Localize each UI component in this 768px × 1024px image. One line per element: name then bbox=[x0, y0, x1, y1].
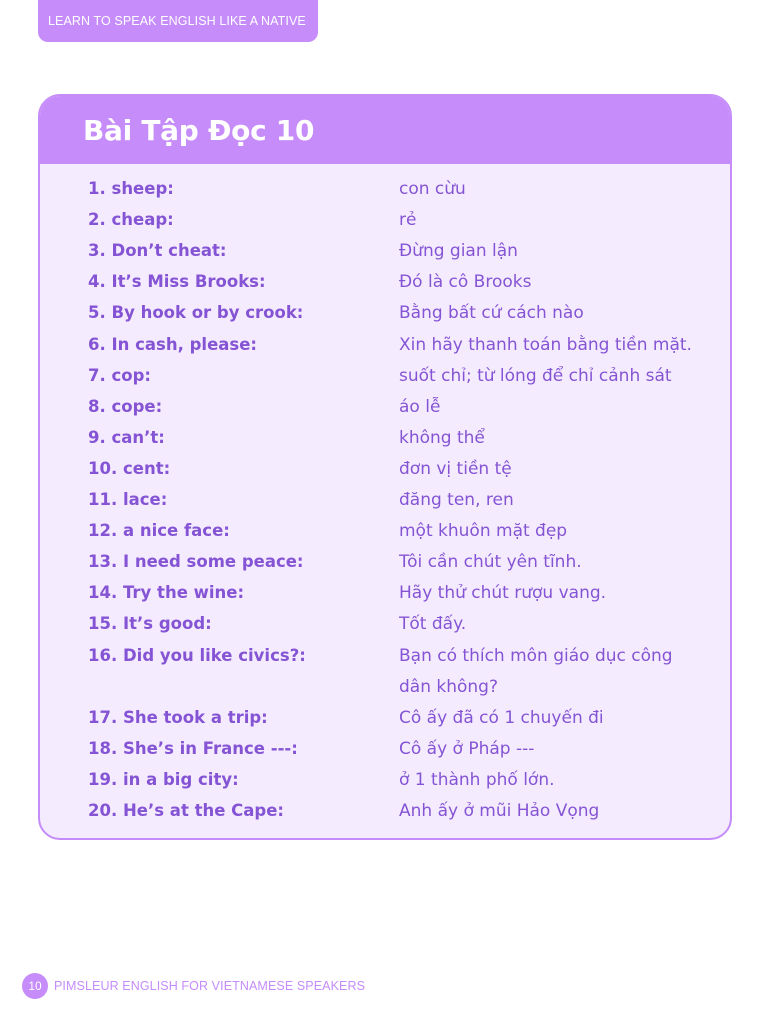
english-phrase: 5. By hook or by crook: bbox=[88, 303, 304, 323]
vietnamese-translation: Bạn có thích môn giáo dục công dân không? bbox=[399, 645, 673, 697]
english-phrase: 19. in a big city: bbox=[88, 769, 239, 789]
list-item bbox=[40, 488, 730, 519]
vietnamese-translation: không thể bbox=[399, 427, 485, 448]
vietnamese-translation: áo lễ bbox=[399, 396, 441, 417]
english-phrase: 3. Don’t cheat: bbox=[88, 241, 227, 261]
list-item bbox=[40, 395, 730, 426]
english-phrase: 13. I need some peace: bbox=[88, 552, 304, 572]
vietnamese-translation: đăng ten, ren bbox=[399, 490, 514, 510]
english-phrase: 20. He’s at the Cape: bbox=[88, 801, 284, 820]
card-title: Bài Tập Đọc 10 bbox=[83, 113, 315, 147]
vietnamese-translation: ở 1 thành phố lớn. bbox=[399, 769, 555, 790]
vietnamese-translation: Anh ấy ở mũi Hảo Vọng bbox=[399, 801, 600, 821]
vietnamese-translation: một khuôn mặt đẹp bbox=[399, 521, 568, 542]
english-phrase: 6. In cash, please: bbox=[88, 334, 258, 354]
page-number: 10 bbox=[22, 973, 48, 999]
vietnamese-translation: rẻ bbox=[399, 210, 417, 231]
english-phrase: 14. Try the wine: bbox=[88, 583, 245, 603]
vietnamese-translation: Đừng gian lận bbox=[399, 241, 518, 262]
list-item bbox=[40, 706, 730, 737]
list-item bbox=[40, 768, 730, 799]
list-item bbox=[40, 644, 730, 697]
english-phrase: 7. cop: bbox=[88, 365, 152, 385]
list-item bbox=[40, 426, 730, 457]
vietnamese-translation: Xin hãy thanh toán bằng tiền mặt. bbox=[399, 334, 692, 355]
list-item bbox=[40, 799, 730, 830]
vietnamese-translation: đơn vị tiền tệ bbox=[399, 458, 512, 479]
vietnamese-translation: suốt chỉ; từ lóng để chỉ cảnh sát bbox=[399, 365, 672, 386]
footer-text: PIMSLEUR ENGLISH FOR VIETNAMESE SPEAKERS bbox=[54, 979, 366, 993]
english-phrase: 18. She’s in France ---: bbox=[88, 738, 298, 758]
english-phrase: 1. sheep: bbox=[88, 179, 174, 198]
header-tab-label: LEARN TO SPEAK ENGLISH LIKE A NATIVE bbox=[48, 14, 306, 28]
english-phrase: 9. can’t: bbox=[88, 427, 165, 447]
english-phrase: 8. cope: bbox=[88, 396, 163, 416]
vietnamese-translation: Đó là cô Brooks bbox=[399, 272, 532, 293]
list-item bbox=[40, 208, 730, 239]
list-item bbox=[40, 550, 730, 581]
exercise-card bbox=[38, 94, 732, 840]
vietnamese-translation: Bằng bất cứ cách nào bbox=[399, 303, 584, 324]
english-phrase: 16. Did you like civics?: bbox=[88, 645, 306, 665]
card-header bbox=[40, 96, 730, 164]
list-item bbox=[40, 270, 730, 301]
vietnamese-translation: con cừu bbox=[399, 179, 466, 199]
header-tab bbox=[38, 0, 318, 42]
list-item bbox=[40, 737, 730, 768]
vietnamese-translation: Tôi cần chút yên tĩnh. bbox=[399, 552, 582, 573]
vietnamese-translation: Cô ấy ở Pháp --- bbox=[399, 738, 535, 759]
list-item bbox=[40, 333, 730, 364]
list-item bbox=[40, 457, 730, 488]
list-item bbox=[40, 612, 730, 643]
english-phrase: 10. cent: bbox=[88, 458, 171, 478]
english-phrase: 17. She took a trip: bbox=[88, 707, 268, 727]
list-item bbox=[40, 364, 730, 395]
list-item bbox=[40, 581, 730, 612]
english-phrase: 15. It’s good: bbox=[88, 614, 212, 634]
list-item bbox=[40, 519, 730, 550]
english-phrase: 11. lace: bbox=[88, 490, 168, 509]
list-item bbox=[40, 239, 730, 270]
english-phrase: 4. It’s Miss Brooks: bbox=[88, 272, 266, 292]
footer bbox=[22, 973, 365, 999]
vietnamese-translation: Hãy thử chút rượu vang. bbox=[399, 583, 607, 604]
vietnamese-translation: Cô ấy đã có 1 chuyến đi bbox=[399, 707, 604, 728]
list-item bbox=[40, 177, 730, 208]
list-item bbox=[40, 301, 730, 332]
english-phrase: 2. cheap: bbox=[88, 210, 174, 230]
english-phrase: 12. a nice face: bbox=[88, 521, 230, 541]
vietnamese-translation: Tốt đấy. bbox=[399, 614, 467, 635]
